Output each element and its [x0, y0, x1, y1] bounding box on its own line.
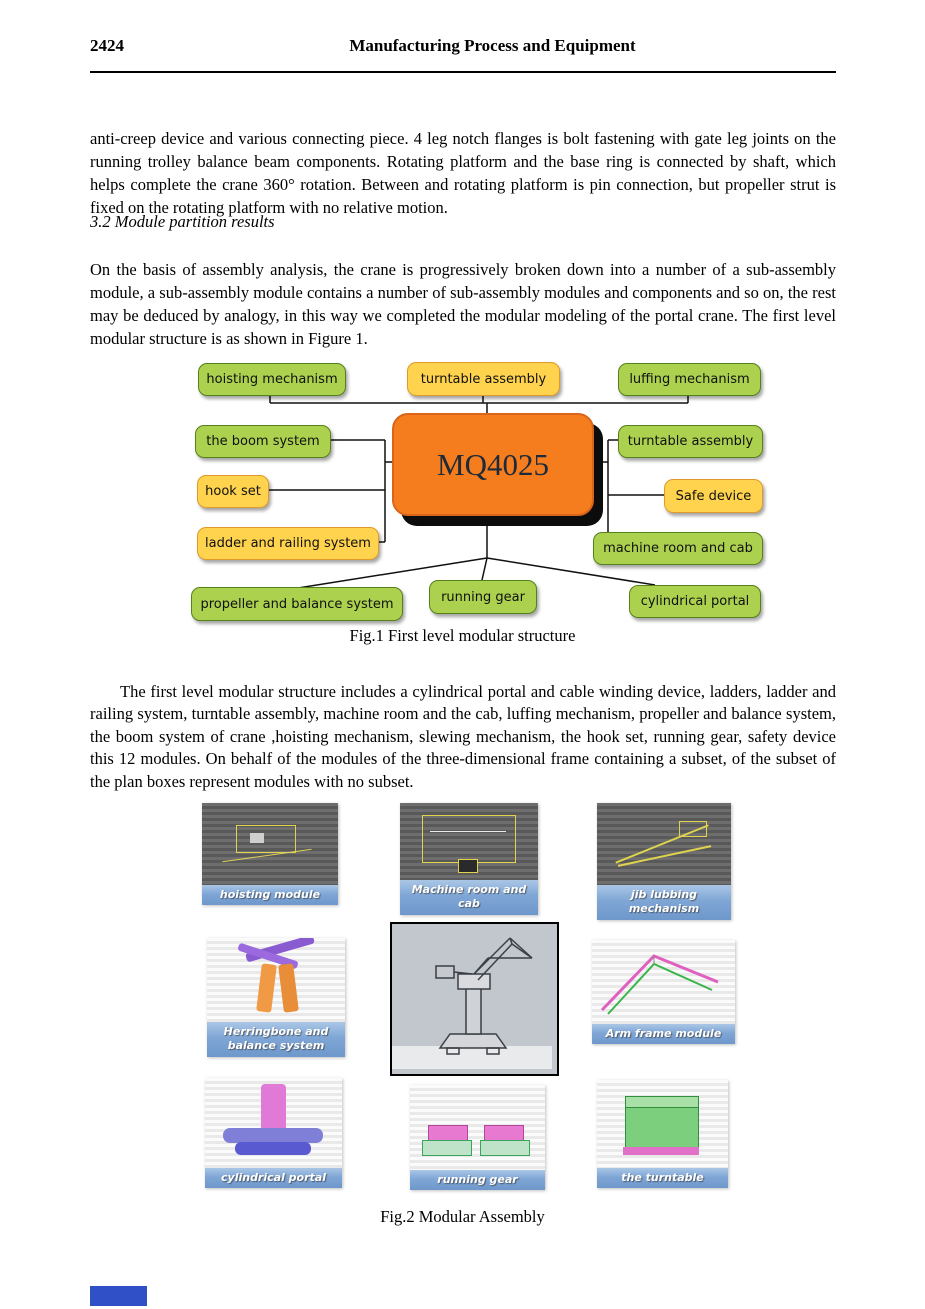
tile-label: running gear — [410, 1170, 545, 1190]
fig2-tile-hoisting-module — [202, 803, 338, 905]
fig2-tile-cylindrical-portal — [205, 1078, 342, 1188]
paragraph-2: On the basis of assembly analysis, the crane is progressively broken down into a number of a sub-assembly module, a sub-assembly module contains a number of sub-assembly modules and components and so on, the rest may be deduced by analogy, in this way we completed the modular modeling of the portal crane. The first level modular structure is as shown in Figure 1. — [90, 259, 836, 349]
fig1-box-ladder-railing-system: ladder and railing system — [197, 527, 379, 560]
cad-preview — [205, 1078, 342, 1168]
cad-preview — [202, 803, 338, 885]
fig1-box-luffing-mechanism: luffing mechanism — [618, 363, 761, 396]
fig1-box-hook-set: hook set — [197, 475, 269, 508]
fig1-box-hoisting-mechanism: hoisting mechanism — [198, 363, 346, 396]
fig2-tile-jib-lubbing — [597, 803, 731, 920]
tile-label: the turntable — [597, 1168, 728, 1188]
fig2-tile-turntable — [597, 1080, 728, 1188]
model-part — [623, 1147, 699, 1155]
fig2-tile-running-gear — [410, 1085, 545, 1190]
fig2-tile-arm-frame — [592, 940, 735, 1044]
cad-wireframe — [458, 859, 478, 873]
fig1-box-turntable-assembly-top: turntable assembly — [407, 362, 560, 396]
tile-label: Herringbone and balance system — [207, 1022, 345, 1057]
cad-wireframe — [430, 831, 506, 832]
cad-preview — [592, 940, 735, 1024]
crane-drawing — [392, 924, 552, 1069]
cad-preview — [400, 803, 538, 880]
model-part — [223, 1128, 323, 1143]
paragraph-3: The first level modular structure includes a cylindrical portal and cable winding device, ladders, ladder and railing system, turntable assembly, machine room and the cab, luffing mechanism, propeller and balance system, the boom system of crane ,hoisting mechanism, slewing mechanism, the hook set, running gear, safety device this 12 modules. On behalf of the modules of the three-dimensional frame containing a subset, of the subset of the plan boxes represent modules with no subset. — [90, 681, 836, 791]
cad-wireframe — [422, 815, 516, 863]
model-part — [235, 1142, 311, 1155]
section-heading: 3.2 Module partition results — [90, 212, 275, 231]
tile-label: Machine room and cab — [400, 880, 538, 915]
fig1-center-node-mq4025: MQ4025 — [392, 413, 594, 516]
cad-wireframe — [250, 833, 264, 843]
figure1-caption: Fig.1 First level modular structure — [349, 626, 576, 645]
model-part — [480, 1140, 530, 1156]
paragraph-1: anti-creep device and various connecting piece. 4 leg notch flanges is bolt fastening with gate leg joints on the running trolley balance beam components. Rotating platform and the base ring is connected by shaft, which helps complete the crane 360° rotation. Between and rotating platform is pin connection, but propeller strut is fixed on the rotating platform with no relative motion. — [90, 128, 836, 218]
model-part — [625, 1107, 699, 1149]
figure2-caption: Fig.2 Modular Assembly — [380, 1207, 545, 1226]
arm-wireframe — [592, 940, 735, 1024]
fig2-tile-machine-room — [400, 803, 538, 915]
fig1-box-running-gear: running gear — [429, 580, 537, 614]
model-part — [278, 963, 299, 1012]
model-part — [256, 963, 277, 1012]
cad-preview — [597, 803, 731, 885]
tile-label: cylindrical portal — [205, 1168, 342, 1188]
footer-blue-bar — [90, 1286, 147, 1306]
cad-wireframe — [236, 825, 296, 853]
fig1-box-turntable-assembly-right: turntable assembly — [618, 425, 763, 458]
fig2-tile-herringbone — [207, 938, 345, 1057]
model-part — [422, 1140, 472, 1156]
cad-preview — [597, 1080, 728, 1168]
tile-label: jib lubbing mechanism — [597, 885, 731, 920]
tile-label: hoisting module — [202, 885, 338, 905]
page-number: 2424 — [90, 36, 124, 55]
fig1-box-cylindrical-portal: cylindrical portal — [629, 585, 761, 618]
tile-label: Arm frame module — [592, 1024, 735, 1044]
fig2-center-crane-image — [390, 922, 559, 1076]
model-part — [261, 1084, 286, 1132]
cad-wireframe — [679, 821, 707, 837]
fig1-box-machine-room-cab: machine room and cab — [593, 532, 763, 565]
fig1-box-safe-device: Safe device — [664, 479, 763, 513]
fig1-box-propeller-balance: propeller and balance system — [191, 587, 403, 621]
cad-preview — [410, 1085, 545, 1170]
header-rule — [90, 71, 836, 73]
fig1-box-boom-system: the boom system — [195, 425, 331, 458]
running-head-title: Manufacturing Process and Equipment — [349, 36, 636, 55]
cad-preview — [207, 938, 345, 1022]
